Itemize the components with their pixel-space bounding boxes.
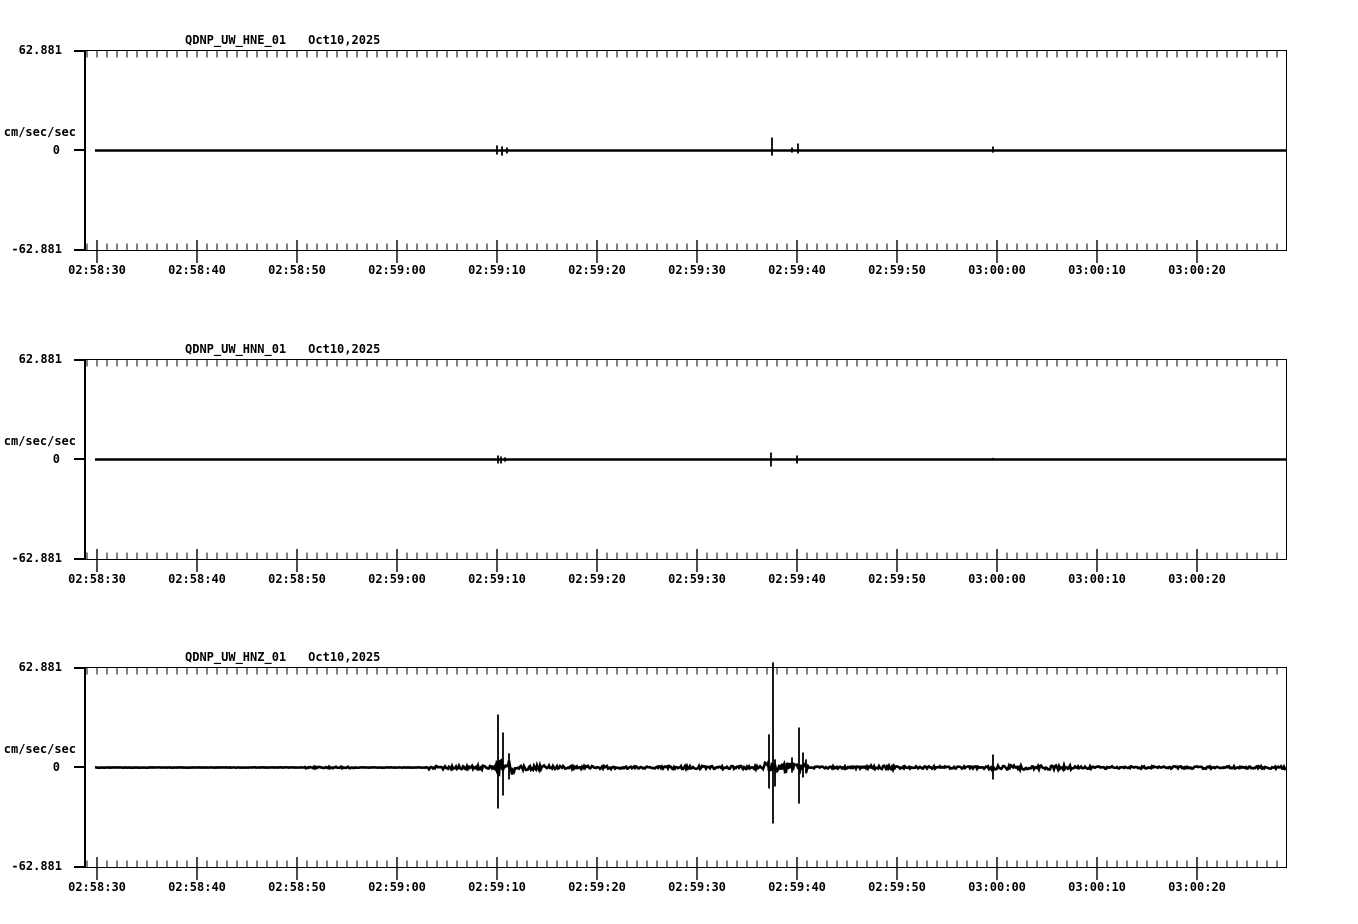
- x-tick-label: 02:59:20: [568, 572, 626, 586]
- x-tick-label: 02:59:00: [368, 263, 426, 277]
- y-axis-unit-label: cm/sec/sec: [3, 434, 76, 448]
- y-axis-min-label: -62.881: [11, 242, 62, 256]
- y-axis-max-label: 62.881: [18, 660, 62, 674]
- x-tick-label: 03:00:00: [968, 263, 1026, 277]
- y-tick-dash-min: [74, 558, 84, 560]
- x-tick-label: 02:58:30: [68, 263, 126, 277]
- x-tick-label: 02:59:20: [568, 880, 626, 894]
- y-tick-dash-min: [74, 249, 84, 251]
- x-tick-label: 02:58:40: [168, 263, 226, 277]
- plot-area: [84, 50, 1287, 251]
- panel-title: [185, 650, 380, 664]
- x-tick-label: 02:59:30: [668, 263, 726, 277]
- x-tick-label: 02:59:00: [368, 572, 426, 586]
- y-tick-dash-zero: [74, 458, 84, 460]
- y-axis-unit-label: cm/sec/sec: [3, 742, 76, 756]
- x-tick-label: 02:59:10: [468, 572, 526, 586]
- waveform-svg: [86, 51, 1286, 250]
- waveform-svg: [86, 668, 1286, 867]
- x-tick-label: 02:58:40: [168, 572, 226, 586]
- y-axis-zero-label: 0: [52, 760, 60, 774]
- x-tick-label: 02:58:30: [68, 572, 126, 586]
- x-tick-label: 02:59:10: [468, 880, 526, 894]
- panel-title: [185, 33, 380, 47]
- waveform-trace: [95, 761, 1286, 775]
- x-tick-label: 03:00:00: [968, 880, 1026, 894]
- x-tick-label: 03:00:20: [1168, 572, 1226, 586]
- major-ticks: [97, 549, 1197, 572]
- x-tick-label: 02:59:40: [768, 572, 826, 586]
- station-channel-label: QDNP_UW_HNZ_01: [185, 650, 287, 664]
- x-tick-label: 03:00:20: [1168, 880, 1226, 894]
- y-axis-max-label: 62.881: [18, 352, 62, 366]
- station-channel-label: QDNP_UW_HNN_01: [185, 342, 287, 356]
- x-tick-label: 03:00:10: [1068, 263, 1126, 277]
- x-tick-label: 03:00:20: [1168, 263, 1226, 277]
- x-tick-label: 02:59:30: [668, 880, 726, 894]
- y-axis-unit-label: cm/sec/sec: [3, 125, 76, 139]
- waveform-svg: [86, 360, 1286, 559]
- x-tick-label: 02:58:50: [268, 880, 326, 894]
- date-label: Oct10,2025: [308, 33, 381, 47]
- x-tick-label: 02:59:10: [468, 263, 526, 277]
- y-axis-min-label: -62.881: [11, 551, 62, 565]
- x-tick-label: 02:59:50: [868, 263, 926, 277]
- waveform-spikes: [498, 662, 993, 823]
- y-axis-min-label: -62.881: [11, 859, 62, 873]
- y-tick-dash-max: [74, 667, 84, 669]
- waveform-spikes: [497, 138, 993, 156]
- y-axis-max-label: 62.881: [18, 43, 62, 57]
- x-tick-label: 02:58:40: [168, 880, 226, 894]
- x-tick-label: 03:00:10: [1068, 880, 1126, 894]
- y-tick-dash-zero: [74, 766, 84, 768]
- plot-area: [84, 667, 1287, 868]
- x-tick-label: 02:58:50: [268, 263, 326, 277]
- x-tick-label: 02:59:50: [868, 880, 926, 894]
- x-tick-label: 02:59:40: [768, 263, 826, 277]
- date-label: Oct10,2025: [308, 342, 381, 356]
- major-ticks: [97, 857, 1197, 880]
- station-channel-label: QDNP_UW_HNE_01: [185, 33, 287, 47]
- y-tick-dash-max: [74, 50, 84, 52]
- x-tick-label: 03:00:10: [1068, 572, 1126, 586]
- plot-area: [84, 359, 1287, 560]
- major-ticks: [97, 240, 1197, 263]
- x-tick-label: 02:59:00: [368, 880, 426, 894]
- date-label: Oct10,2025: [308, 650, 381, 664]
- y-axis-zero-label: 0: [52, 143, 60, 157]
- x-tick-label: 02:59:20: [568, 263, 626, 277]
- x-tick-label: 02:59:30: [668, 572, 726, 586]
- panel-title: [185, 342, 380, 356]
- y-tick-dash-min: [74, 866, 84, 868]
- x-tick-label: 02:58:30: [68, 880, 126, 894]
- y-tick-dash-max: [74, 359, 84, 361]
- x-tick-label: 02:59:50: [868, 572, 926, 586]
- y-axis-zero-label: 0: [52, 452, 60, 466]
- x-tick-label: 02:58:50: [268, 572, 326, 586]
- x-tick-label: 03:00:00: [968, 572, 1026, 586]
- x-tick-label: 02:59:40: [768, 880, 826, 894]
- y-tick-dash-zero: [74, 149, 84, 151]
